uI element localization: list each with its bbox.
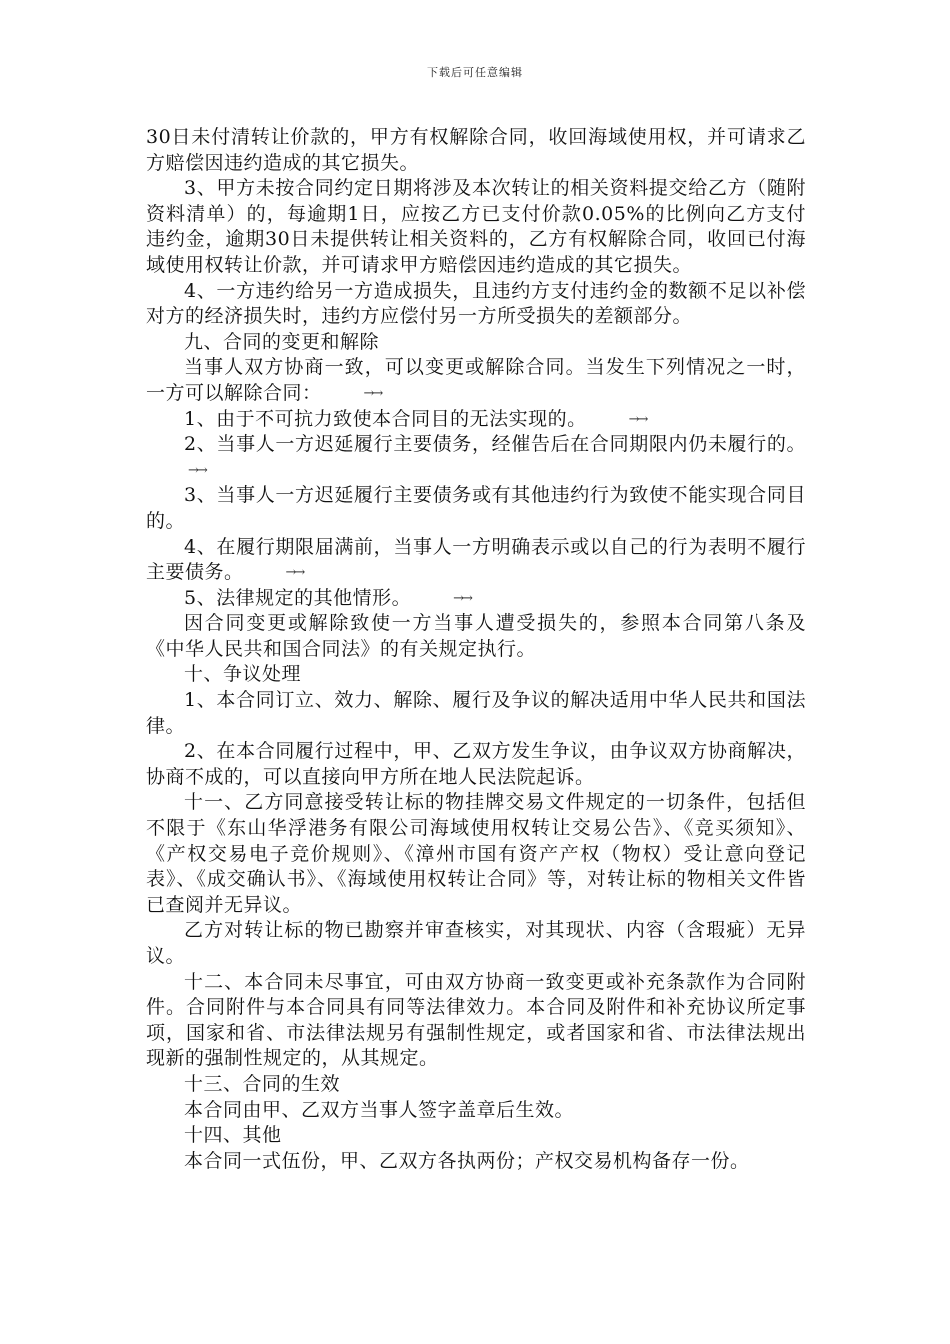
paragraph-text: 1、本合同订立、效力、解除、履行及争议的解决适用中华人民共和国法律。 xyxy=(146,689,806,737)
paragraph-text: 十、争议处理 xyxy=(184,663,302,686)
paragraph-text: 2、在本合同履行过程中，甲、乙双方发生争议，由争议双方协商解决，协商不成的，可以直接向甲方所在地人民法院起诉。 xyxy=(146,740,806,788)
paragraph-text: 乙方对转让标的物已勘察并审查核实，对其现状、内容（含瑕疵）无异议。 xyxy=(146,919,806,967)
paragraph-4 xyxy=(146,355,806,406)
paragraph-text: 2、当事人一方迟延履行主要债务，经催告后在合同期限内仍未履行的。 xyxy=(184,433,806,456)
paragraph-text: 九、合同的变更和解除 xyxy=(184,330,380,353)
paragraph-0 xyxy=(146,125,806,176)
paragraph-6 xyxy=(146,432,806,483)
paragraph-8 xyxy=(146,535,806,586)
tab-arrow-icon: →→ xyxy=(285,565,304,581)
paragraph-text: 3、当事人一方迟延履行主要债务或有其他违约行为致使不能实现合同目的。 xyxy=(146,484,806,532)
paragraph-text: 因合同变更或解除致使一方当事人遭受损失的，参照本合同第八条及《中华人民共和国合同法》的有关规定执行。 xyxy=(146,612,806,660)
tab-arrow-icon: →→ xyxy=(628,411,647,427)
paragraph-text: 本合同一式伍份，甲、乙双方各执两份；产权交易机构备存一份。 xyxy=(184,1149,750,1172)
section-heading-13 xyxy=(146,1072,806,1098)
paragraph-text: 5、法律规定的其他情形。 xyxy=(184,586,412,609)
paragraph-text: 十一、乙方同意接受转让标的物挂牌交易文件规定的一切条件，包括但不限于《东山华浮港务有限公司海域使用权转让交易公告》、《竞买须知》、《产权交易电子竞价规则》、《漳州市国有资产产权（物权）受让意向登记表》、《成交确认书》、《海域使用权转让合同》等，对转让标的物相关文件皆已查阅并无异议。 xyxy=(146,791,806,916)
paragraph-text: 30日未付清转让价款的，甲方有权解除合同，收回海域使用权，并可请求乙方赔偿因违约造成的其它损失。 xyxy=(146,126,806,174)
tab-arrow-icon: →→ xyxy=(453,590,471,606)
tab-arrow-icon: →→ xyxy=(188,462,206,478)
paragraph-2 xyxy=(146,279,806,330)
paragraph-text: 十二、本合同未尽事宜，可由双方协商一致变更或补充条款作为合同附件。合同附件与本合同具有同等法律效力。本合同及附件和补充协议所定事项，国家和省、市法律法规另有强制性规定，或者国家和省、市法律法规出现新的强制性规定的，从其规定。 xyxy=(146,970,806,1070)
paragraph-text: 4、一方违约给另一方造成损失，且违约方支付违约金的数额不足以补偿对方的经济损失时，违约方应偿付另一方所受损失的差额部分。 xyxy=(146,279,806,328)
paragraph-15 xyxy=(146,918,806,969)
section-11 xyxy=(146,790,806,918)
tab-arrow-icon: →→ xyxy=(363,385,382,401)
contract-body xyxy=(146,125,806,1174)
paragraph-text: 1、由于不可抗力致使本合同目的无法实现的。 xyxy=(184,407,587,430)
paragraph-text: 3、甲方未按合同约定日期将涉及本次转让的相关资料提交给乙方（随附资料清单）的，每逾期1日，应按乙方已支付价款0.05%的比例向乙方支付违约金，逾期30日未提供转让相关资料的，乙方有权解除合同，收回已付海域使用权转让价款，并可请求甲方赔偿因违约造成的其它损失。 xyxy=(146,177,806,276)
paragraph-18 xyxy=(146,1098,806,1124)
paragraph-text: 十三、合同的生效 xyxy=(184,1072,341,1095)
section-heading-9 xyxy=(146,330,806,356)
paragraph-12 xyxy=(146,688,806,739)
paragraph-7 xyxy=(146,483,806,534)
paragraph-text: 当事人双方协商一致，可以变更或解除合同。当发生下列情况之一时，一方可以解除合同： xyxy=(146,356,806,404)
paragraph-20 xyxy=(146,1149,806,1175)
paragraph-1 xyxy=(146,176,806,278)
section-12 xyxy=(146,970,806,1072)
paragraph-10 xyxy=(146,611,806,662)
paragraph-text: 本合同由甲、乙双方当事人签字盖章后生效。 xyxy=(184,1098,575,1121)
section-heading-10 xyxy=(146,662,806,688)
paragraph-9 xyxy=(146,586,806,612)
section-heading-14 xyxy=(146,1123,806,1149)
page-header: 下载后可任意编辑 xyxy=(427,66,523,79)
paragraph-text: 十四、其他 xyxy=(184,1124,282,1147)
paragraph-text: 4、在履行期限届满前，当事人一方明确表示或以自己的行为表明不履行主要债务。 xyxy=(146,535,806,584)
paragraph-13 xyxy=(146,739,806,790)
paragraph-5 xyxy=(146,407,806,433)
